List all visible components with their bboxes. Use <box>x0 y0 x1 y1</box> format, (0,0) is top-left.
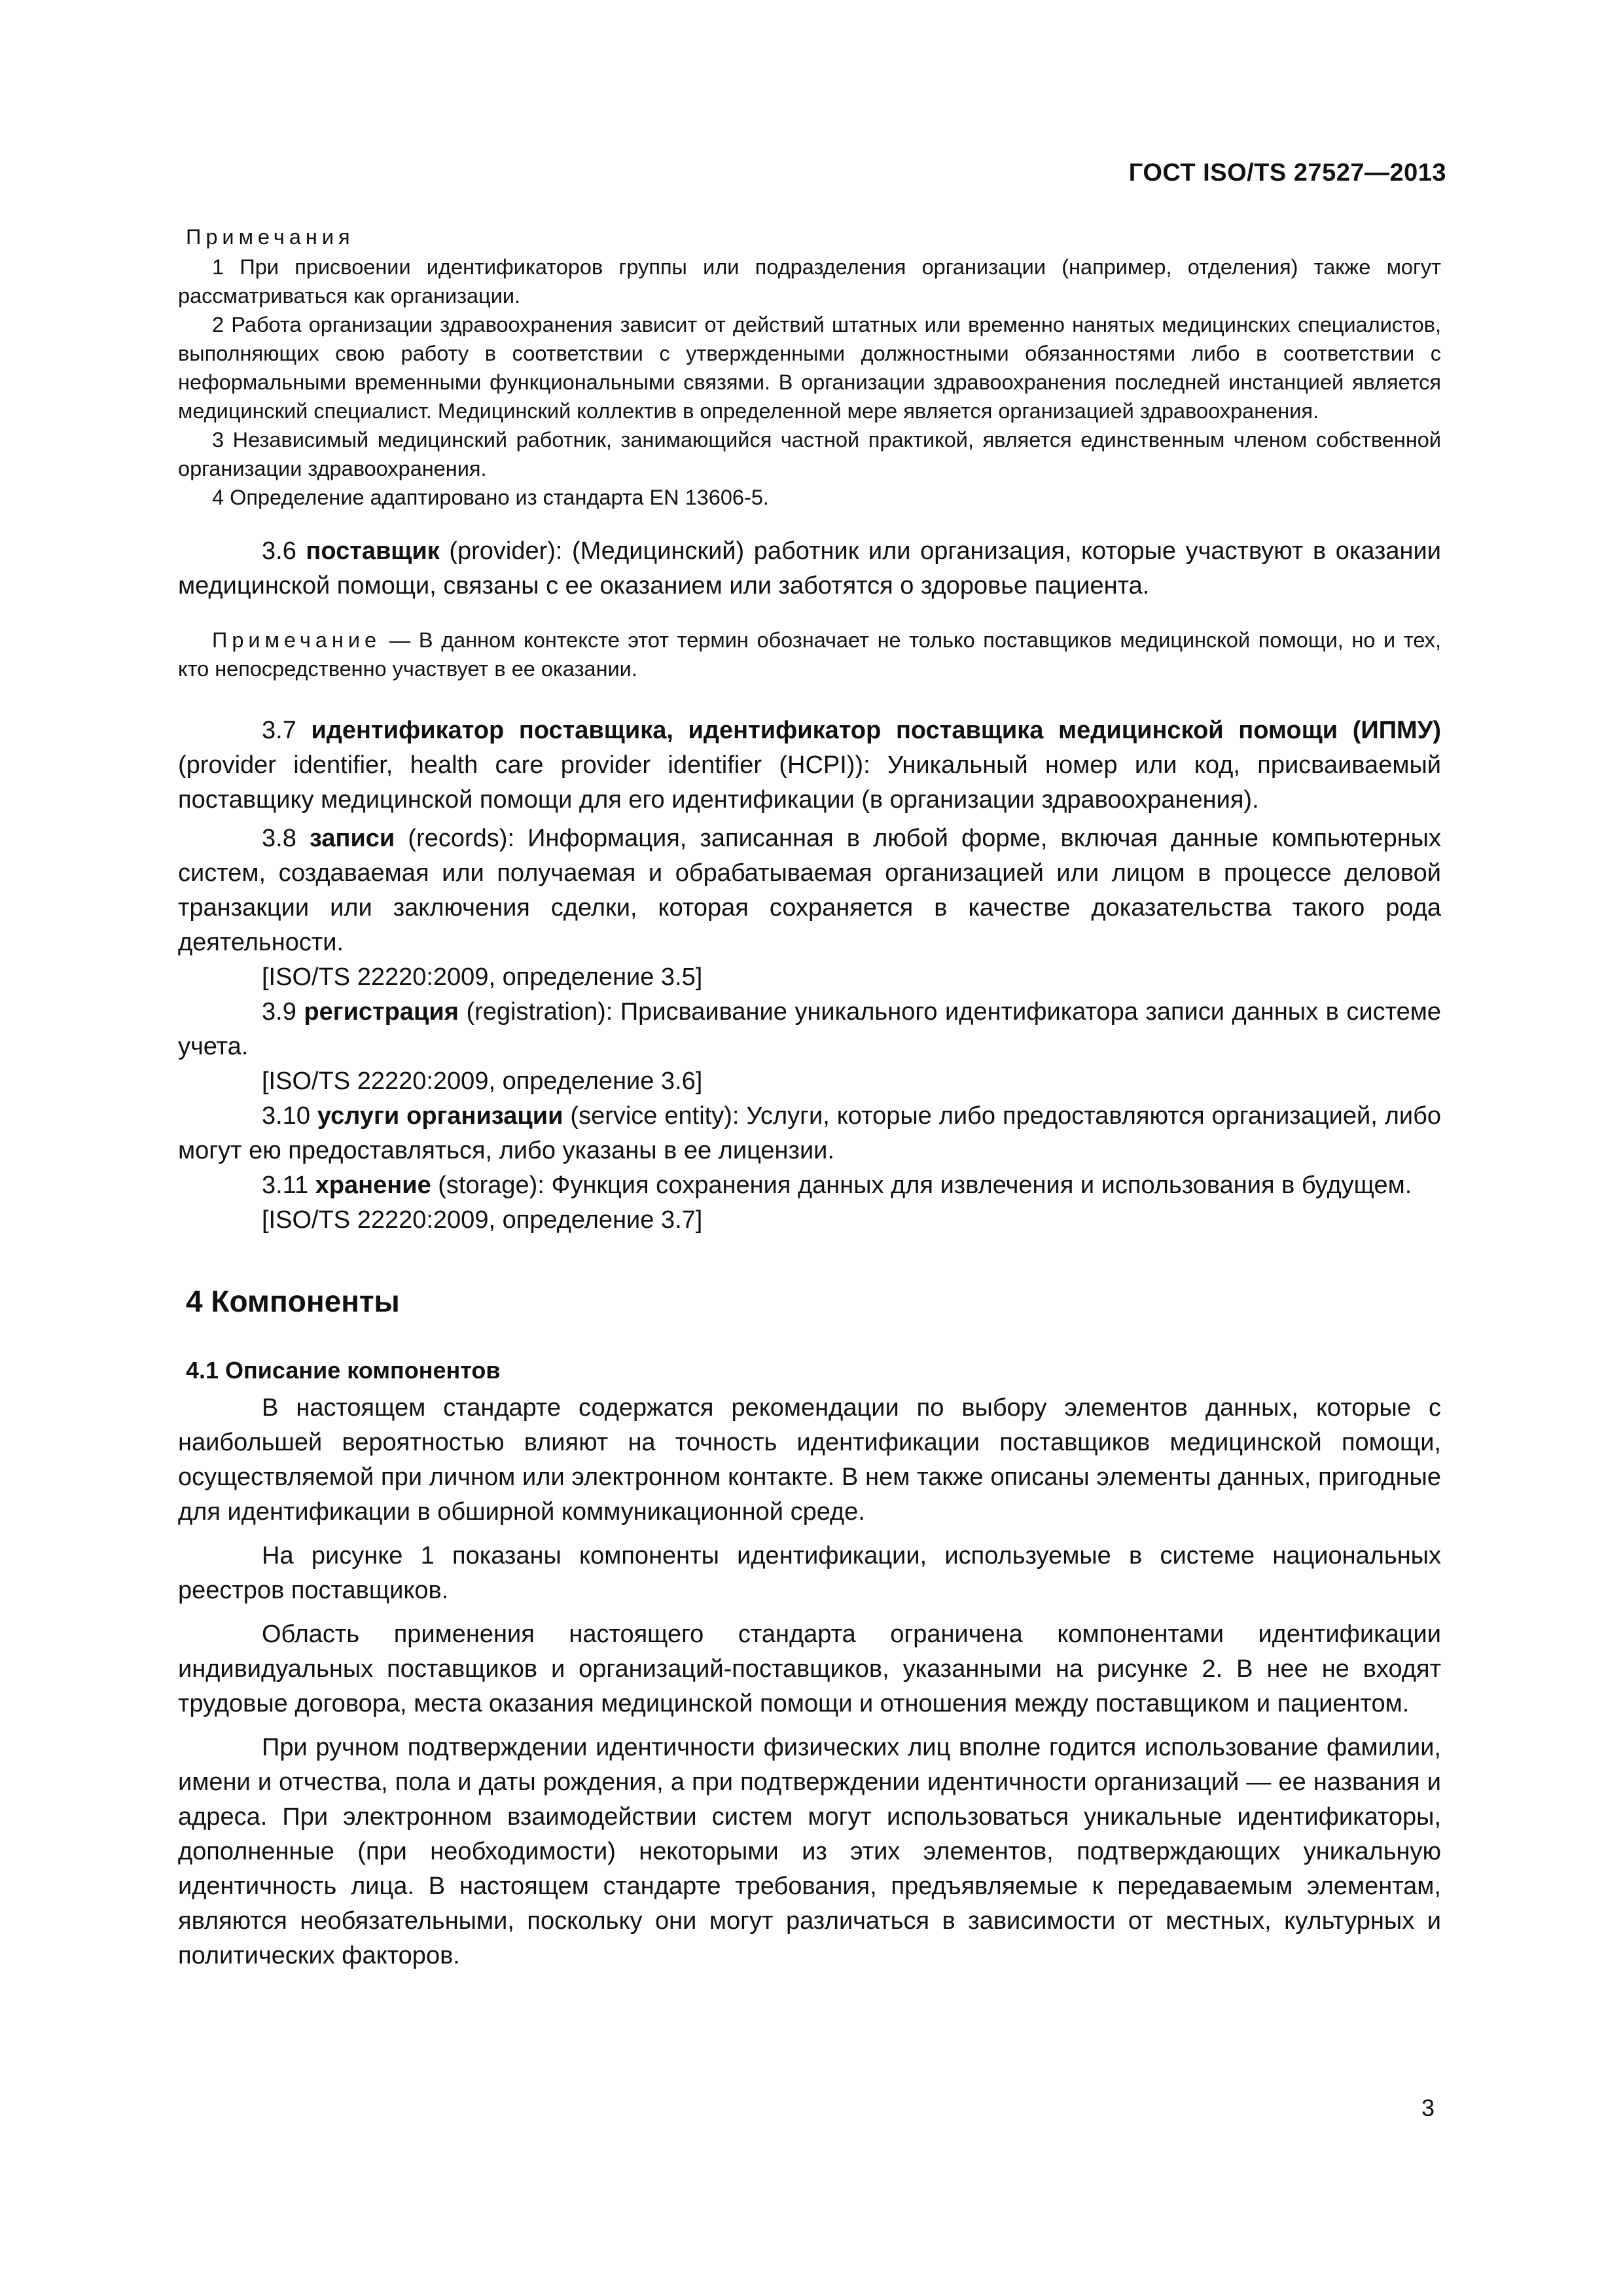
definition-3-11 <box>178 1168 1441 1203</box>
page-number: 3 <box>1421 2094 1435 2121</box>
definition-reference: [ISO/TS 22220:2009, определение 3.5] <box>262 963 703 991</box>
note-item: 3 Независимый медицинский работник, занимающийся частной практикой, является единственным членом собственной организации здравоохранения. <box>178 428 1441 480</box>
definition-note <box>178 626 1441 683</box>
page-content <box>178 223 1441 1982</box>
definition-term: записи <box>309 825 395 852</box>
definition-number: 3.11 <box>262 1172 309 1199</box>
definition-number: 3.7 <box>262 717 296 744</box>
definition-3-10 <box>178 1099 1441 1168</box>
definition-term: регистрация <box>304 998 459 1026</box>
definition-text: (provider): (Медицинский) работник или организация, которые участвуют в оказании медицинской помощи, связаны с ее оказанием или заботятся о здоровье пациента. <box>178 537 1441 600</box>
definition-text: (storage): Функция сохранения данных для извлечения и использования в будущем. <box>431 1172 1412 1199</box>
note-item: 4 Определение адаптировано из стандарта EN 13606-5. <box>212 486 769 509</box>
note-item: 1 При присвоении идентификаторов группы или подразделения организации (например, отделения) также могут рассматриваться как организации. <box>178 255 1441 308</box>
document-header: ГОСТ ISO/TS 27527—2013 <box>1128 159 1446 187</box>
definition-text: (provider identifier, health care provider identifier (HCPI)): Уникальный номер или код, присваиваемый поставщику медицинской помощи для его идентификации (в организации здравоохранения). <box>178 751 1441 814</box>
body-paragraph: На рисунке 1 показаны компоненты идентификации, используемые в системе национальных реестров поставщиков. <box>178 1542 1441 1604</box>
body-paragraph: Область применения настоящего стандарта ограничена компонентами идентификации индивидуальных поставщиков и организаций-поставщиков, указанными на рисунке 2. В нее не входят трудовые договора, места оказания медицинской помощи и отношения между поставщиком и пациентом. <box>178 1621 1441 1717</box>
definition-text: (records): Информация, записанная в любой форме, включая данные компьютерных систем, создаваемая или получаемая и обрабатываемая организацией или лицом в процессе деловой транзакции или заключения сделки, которая сохраняется в качестве доказательства такого рода деятельности. <box>178 825 1441 956</box>
definition-3-8 <box>178 821 1441 960</box>
definition-number: 3.10 <box>262 1102 310 1130</box>
definition-term: поставщик <box>306 537 440 565</box>
note-item: 2 Работа организации здравоохранения зависит от действий штатных или временно нанятых медицинских специалистов, выполняющих свою работу в соответствии с утвержденными должностными обязанностями либо в соответствии с неформальными временными функциональными связями. В организации здравоохранения последней инстанцией является медицинский специалист. Медицинский коллектив в определенной мере является организацией здравоохранения. <box>178 313 1441 423</box>
note-label: Примечание <box>212 628 382 652</box>
definition-term: идентификатор поставщика, идентификатор поставщика медицинской помощи (ИПМУ) <box>311 717 1441 744</box>
section-title: 4 Компоненты <box>186 1284 400 1318</box>
body-paragraph: При ручном подтверждении идентичности физических лиц вполне годится использование фамилии, имени и отчества, пола и даты рождения, а при подтверждении идентичности организаций — ее названия и адреса. При электронном взаимодействии систем могут использоваться уникальные идентификаторы, дополненные (при необходимости) некоторыми из этих элементов, подтверждающих уникальную идентичность лица. В настоящем стандарте требования, предъявляемые к передаваемым элементам, являются необязательными, поскольку они могут различаться в зависимости от местных, культурных и политических факторов. <box>178 1734 1441 1969</box>
definition-3-7 <box>178 713 1441 817</box>
definition-reference: [ISO/TS 22220:2009, определение 3.7] <box>262 1206 703 1234</box>
subsection-title: 4.1 Описание компонентов <box>186 1357 501 1384</box>
definition-text: (registration): Присваивание уникального идентификатора записи данных в системе учета. <box>178 998 1441 1060</box>
notes-block <box>178 223 1441 512</box>
definition-3-6 <box>178 534 1441 603</box>
notes-title: Примечания <box>186 225 355 249</box>
definition-reference: [ISO/TS 22220:2009, определение 3.6] <box>262 1067 703 1095</box>
body-paragraph: В настоящем стандарте содержатся рекомендации по выбору элементов данных, которые с наибольшей вероятностью влияют на точность идентификации поставщиков медицинской помощи, осуществляемой при личном или электронном контакте. В нем также описаны элементы данных, пригодные для идентификации в обширной коммуникационной среде. <box>178 1394 1441 1526</box>
definition-term: хранение <box>315 1172 431 1199</box>
definition-number: 3.6 <box>262 537 296 565</box>
note-text: — В данном контексте этот термин обозначает не только поставщиков медицинской помощи, но и тех, кто непосредственно участвует в ее оказании. <box>178 628 1441 681</box>
definition-3-9 <box>178 995 1441 1064</box>
definition-number: 3.8 <box>262 825 296 852</box>
definition-term: услуги организации <box>317 1102 563 1130</box>
definition-text: (service entity): Услуги, которые либо предоставляются организацией, либо могут ею предоставляться, либо указаны в ее лицензии. <box>178 1102 1442 1164</box>
definition-number: 3.9 <box>262 998 296 1026</box>
